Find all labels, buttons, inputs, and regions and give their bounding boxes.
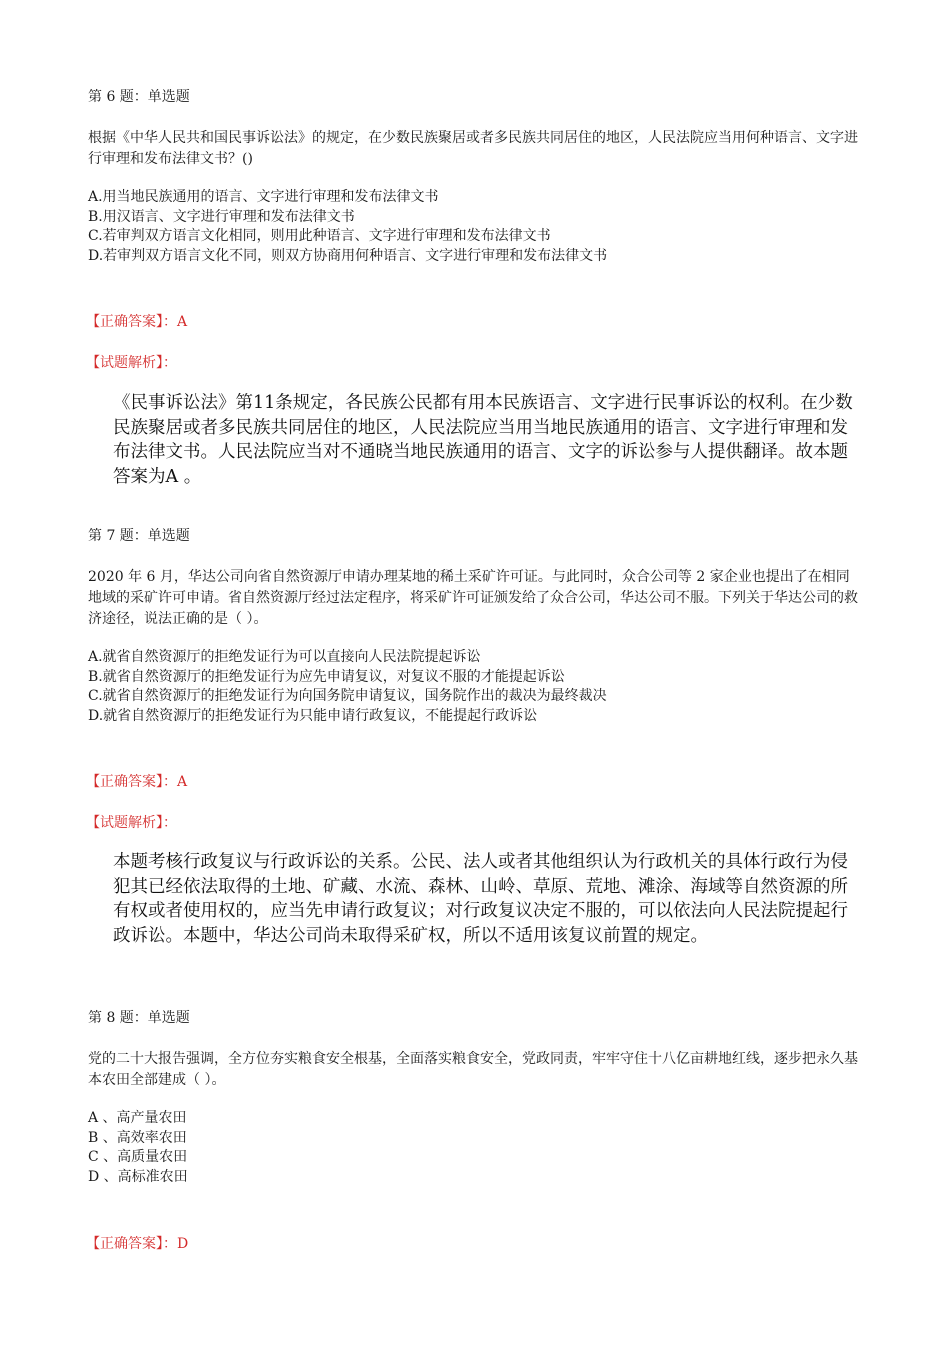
question-6-header: 第 6 题：单选题: [88, 89, 190, 105]
question-6-option-d: D.若审判双方语言文化不同，则双方协商用何种语言、文字进行审理和发布法律文书: [88, 247, 608, 264]
question-7-options: [88, 648, 863, 726]
question-7-analysis: 本题考核行政复议与行政诉讼的关系。公民、法人或者其他组织认为行政机关的具体行政行为侵犯其已经依法取得的土地、矿藏、水流、森林、山岭、草原、荒地、滩涂、海域等自然资源的所有权或者使用权的，应当先申请行政复议；对行政复议决定不服的，可以依法向人民法院提起行政诉讼。本题中，华达公司尚未取得采矿权，所以不适用该复议前置的规定。: [113, 852, 848, 946]
question-8-option-d: D 、高标准农田: [88, 1168, 188, 1185]
question-6-analysis-label: 【试题解析】：: [86, 355, 177, 371]
question-8-option-b: B 、高效率农田: [88, 1129, 187, 1146]
question-6-analysis: 《民事诉讼法》第11条规定，各民族公民都有用本民族语言、文字进行民事诉讼的权利。在少数民族聚居或者多民族共同居住的地区，人民法院应当用当地民族通用的语言、文字进行审理和发布法律文书。人民法院应当对不通晓当地民族通用的语言、文字的诉讼参与人提供翻译。故本题答案为A 。: [113, 393, 853, 487]
question-8-option-c: C 、高质量农田: [88, 1149, 188, 1165]
question-6-option-b: B.用汉语言、文字进行审理和发布法律文书: [88, 208, 355, 225]
question-8-header: 第 8 题：单选题: [88, 1010, 190, 1026]
question-6-stem: 根据《中华人民共和国民事诉讼法》的规定，在少数民族聚居或者多民族共同居住的地区，人民法院应当用何种语言、文字进行审理和发布法律文书？(): [88, 130, 858, 167]
question-7-stem: 2020 年 6 月，华达公司向省自然资源厅申请办理某地的稀土采矿许可证。与此同时，众合公司等 2 家企业也提出了在相同地域的采矿许可申请。省自然资源厅经过法定程序，将采矿许可证颁发给了众合公司，华达公司不服。下列关于华达公司的救济途径，说法正确的是（ ）。: [88, 569, 858, 627]
question-7-answer: 【正确答案】：A: [86, 774, 188, 790]
question-6-option-a: A.用当地民族通用的语言、文字进行审理和发布法律文书: [88, 189, 439, 205]
question-6-answer: 【正确答案】：A: [86, 314, 188, 330]
question-8-answer: 【正确答案】：D: [86, 1236, 189, 1252]
question-7-option-b: B.就省自然资源厅的拒绝发证行为应先申请复议，对复议不服的才能提起诉讼: [88, 668, 565, 685]
question-8-options: [88, 1109, 863, 1187]
question-8-stem: 党的二十大报告强调，全方位夯实粮食安全根基，全面落实粮食安全，党政同责，牢牢守住十八亿亩耕地红线，逐步把永久基本农田全部建成（ ）。: [88, 1051, 858, 1088]
question-7-header: 第 7 题：单选题: [88, 528, 190, 544]
question-7-analysis-label: 【试题解析】：: [86, 815, 177, 831]
question-7-option-c: C.就省自然资源厅的拒绝发证行为向国务院申请复议，国务院作出的裁决为最终裁决: [88, 688, 607, 704]
question-6-options: [88, 188, 863, 266]
question-7-option-d: D.就省自然资源厅的拒绝发证行为只能申请行政复议，不能提起行政诉讼: [88, 707, 538, 724]
question-7-option-a: A.就省自然资源厅的拒绝发证行为可以直接向人民法院提起诉讼: [88, 649, 481, 665]
question-8-option-a: A 、高产量农田: [88, 1110, 187, 1126]
question-6-option-c: C.若审判双方语言文化相同，则用此种语言、文字进行审理和发布法律文书: [88, 228, 551, 244]
